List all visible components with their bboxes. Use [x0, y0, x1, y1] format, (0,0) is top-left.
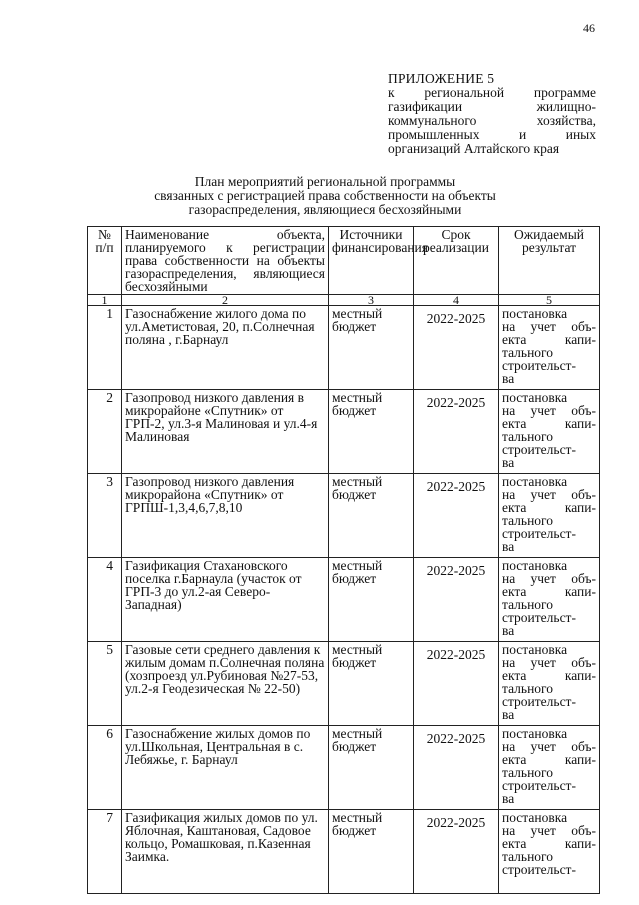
object-name-cell: Газоснабжение жилых домов по ул.Школьная, Центральная в с. Лебяжье, г. Барнаул [122, 726, 329, 810]
result-line: постановка [502, 810, 568, 825]
result-line: ва [502, 707, 515, 722]
result-line: екта капи- [502, 584, 596, 599]
result-line: екта капи- [502, 668, 596, 683]
object-name-cell: Газопровод низкого давления в микрорайоне «Спутник» от ГРП-2, ул.3-я Малиновая и ул.4-я Малиновая [122, 390, 329, 474]
result-line: тального [502, 345, 553, 360]
row-number-cell: 5 [88, 642, 122, 726]
funding-source-cell: местный бюджет [329, 390, 414, 474]
numbering-cell: 2 [122, 295, 329, 306]
expected-result-cell [499, 390, 600, 474]
result-line: постановка [502, 558, 568, 573]
table-row [88, 642, 600, 726]
result-line: на учет объ- [502, 655, 596, 670]
result-line: ва [502, 539, 515, 554]
row-number-cell: 6 [88, 726, 122, 810]
result-line: ва [502, 623, 515, 638]
result-line: екта капи- [502, 332, 596, 347]
appendix-line: коммунального хозяйства, [388, 113, 596, 128]
appendix-title: ПРИЛОЖЕНИЕ 5 [388, 71, 495, 86]
header-cell-source: Источники финансирования [329, 227, 414, 295]
result-line: тального [502, 849, 553, 864]
table-numbering-row [88, 295, 600, 306]
row-number-cell: 1 [88, 306, 122, 390]
funding-source-cell: местный бюджет [329, 558, 414, 642]
expected-result-cell [499, 474, 600, 558]
result-line: ва [502, 791, 515, 806]
result-line: на учет объ- [502, 571, 596, 586]
appendix-block [388, 72, 596, 156]
object-name-cell: Газоснабжение жилого дома по ул.Аметистовая, 20, п.Солнечная поляна , г.Барнаул [122, 306, 329, 390]
table-row [88, 306, 600, 390]
result-line: тального [502, 681, 553, 696]
table-row [88, 558, 600, 642]
expected-result-cell [499, 558, 600, 642]
result-line: постановка [502, 726, 568, 741]
document-title [120, 175, 530, 217]
result-line: постановка [502, 474, 568, 489]
page-number: 46 [583, 21, 595, 35]
result-line: постановка [502, 306, 568, 321]
expected-result-cell [499, 726, 600, 810]
result-line: строительст- [502, 610, 576, 625]
funding-source-cell: местный бюджет [329, 810, 414, 894]
numbering-cell: 1 [88, 295, 122, 306]
table-header-row [88, 227, 600, 295]
header-cell-object: Наименование объекта, планируемого к регистрации права собственности на объекты газораспределения, являющиеся бесхозяйными [122, 227, 329, 295]
result-line: екта капи- [502, 836, 596, 851]
result-line: тального [502, 429, 553, 444]
result-line: тального [502, 765, 553, 780]
term-cell: 2022-2025 [414, 306, 499, 390]
table-row [88, 390, 600, 474]
numbering-cell: 5 [499, 295, 600, 306]
expected-result-cell [499, 810, 600, 894]
result-line: ва [502, 455, 515, 470]
title-line: План мероприятий региональной программы [194, 174, 456, 189]
term-cell: 2022-2025 [414, 390, 499, 474]
object-name-cell: Газопровод низкого давления микрорайона «Спутник» от ГРПШ-1,3,4,6,7,8,10 [122, 474, 329, 558]
funding-source-cell: местный бюджет [329, 474, 414, 558]
result-line: на учет объ- [502, 319, 596, 334]
title-line: связанных с регистрацией права собственности на объекты [154, 188, 496, 203]
numbering-cell: 4 [414, 295, 499, 306]
expected-result-cell [499, 642, 600, 726]
title-line: газораспределения, являющиеся бесхозяйными [188, 202, 462, 217]
row-number-cell: 7 [88, 810, 122, 894]
result-line: на учет объ- [502, 487, 596, 502]
result-line: на учет объ- [502, 823, 596, 838]
term-cell: 2022-2025 [414, 642, 499, 726]
object-name-cell: Газификация Стахановского поселка г.Барнаула (участок от ГРП-3 до ул.2-ая Северо-Западная) [122, 558, 329, 642]
appendix-line: к региональной программе [388, 85, 596, 100]
appendix-lines [388, 86, 596, 142]
result-line: строительст- [502, 778, 576, 793]
row-number-cell: 4 [88, 558, 122, 642]
result-line: тального [502, 597, 553, 612]
numbering-cell: 3 [329, 295, 414, 306]
result-line: строительст- [502, 358, 576, 373]
expected-result-cell [499, 306, 600, 390]
result-line: строительст- [502, 442, 576, 457]
result-line: строительст- [502, 694, 576, 709]
funding-source-cell: местный бюджет [329, 306, 414, 390]
result-line: екта капи- [502, 500, 596, 515]
header-cell-number: № п/п [88, 227, 122, 295]
measures-table [87, 226, 600, 894]
term-cell: 2022-2025 [414, 474, 499, 558]
result-line: ва [502, 371, 515, 386]
object-name-cell: Газовые сети среднего давления к жилым домам п.Солнечная поляна (хозпроезд ул.Рубиновая №27-53, ул.2-я Геодезическая № 22-50) [122, 642, 329, 726]
header-cell-term: Срок реализации [414, 227, 499, 295]
result-line: на учет объ- [502, 403, 596, 418]
result-line: тального [502, 513, 553, 528]
term-cell: 2022-2025 [414, 726, 499, 810]
object-name-cell: Газификация жилых домов по ул. Яблочная, Каштановая, Садовое кольцо, Ромашковая, п.Казенная Заимка. [122, 810, 329, 894]
result-line: на учет объ- [502, 739, 596, 754]
table-body [88, 306, 600, 894]
row-number-cell: 2 [88, 390, 122, 474]
result-line: строительст- [502, 526, 576, 541]
table-row [88, 810, 600, 894]
term-cell: 2022-2025 [414, 810, 499, 894]
result-line: постановка [502, 642, 568, 657]
result-line: екта капи- [502, 416, 596, 431]
row-number-cell: 3 [88, 474, 122, 558]
result-line: строительст- [502, 862, 576, 877]
funding-source-cell: местный бюджет [329, 642, 414, 726]
appendix-line: газификации жилищно- [388, 99, 596, 114]
table-row [88, 726, 600, 810]
table-row [88, 474, 600, 558]
funding-source-cell: местный бюджет [329, 726, 414, 810]
header-cell-result: Ожидаемый результат [499, 227, 600, 295]
result-line: екта капи- [502, 752, 596, 767]
result-line: постановка [502, 390, 568, 405]
term-cell: 2022-2025 [414, 558, 499, 642]
appendix-last-line: организаций Алтайского края [388, 141, 560, 156]
appendix-line: промышленных и иных [388, 127, 596, 142]
